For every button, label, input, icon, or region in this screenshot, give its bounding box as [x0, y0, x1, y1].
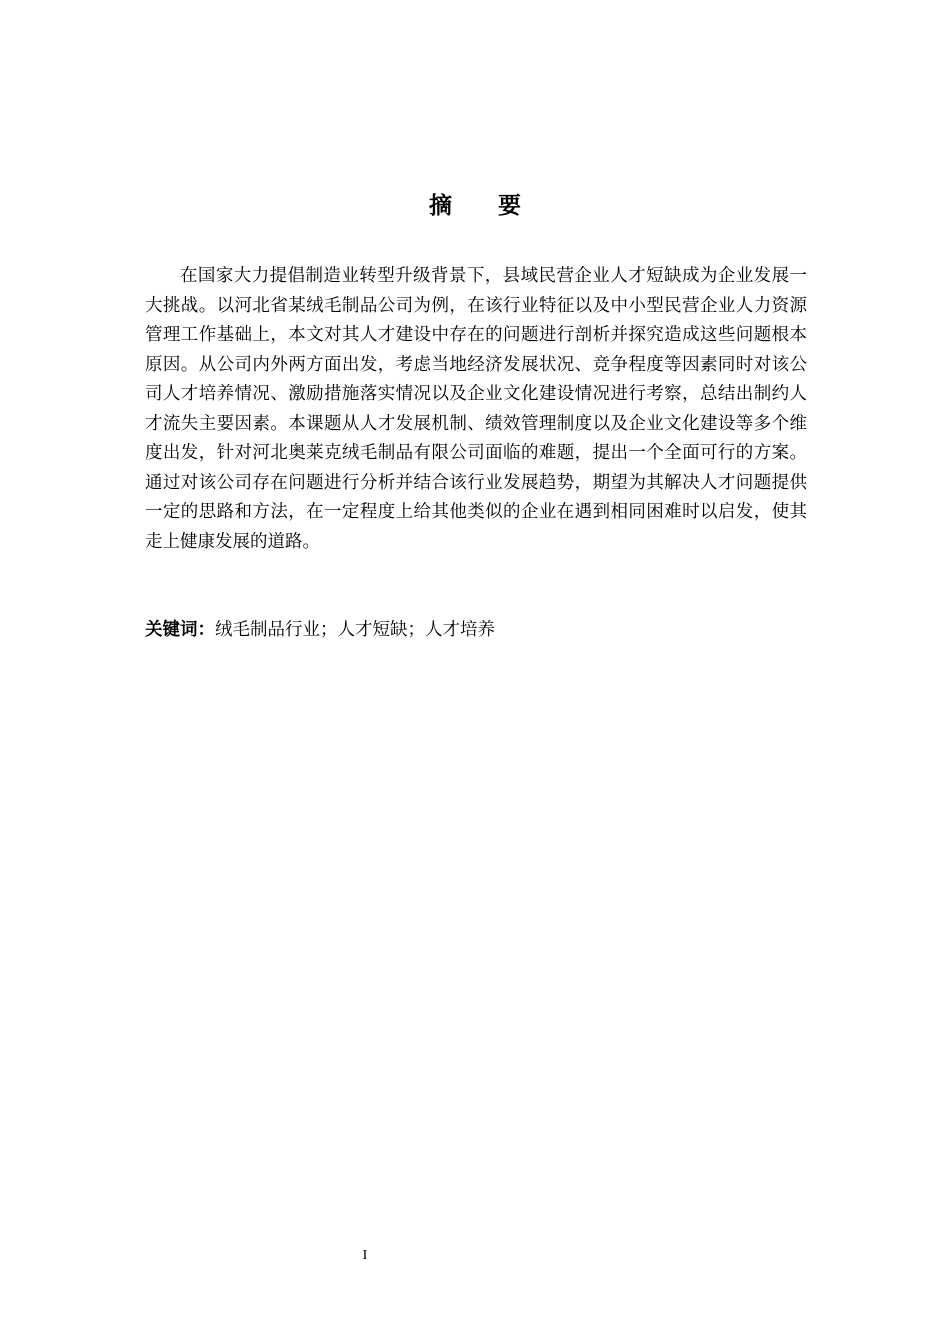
- abstract-title-char-1: 摘: [429, 193, 452, 219]
- abstract-paragraph: 在国家大力提倡制造业转型升级背景下，县域民营企业人才短缺成为企业发展一大挑战。以河北省某绒毛制品公司为例，在该行业特征以及中小型民营企业人力资源管理工作基础上，本文对其人才建设中存在的问题进行剖析并探究造成这些问题根本原因。从公司内外两方面出发，考虑当地经济发展状况、竞争程度等因素同时对该公司人才培养情况、激励措施落实情况以及企业文化建设情况进行考察，总结出制约人才流失主要因素。本课题从人才发展机制、绩效管理制度以及企业文化建设等多个维度出发，针对河北奥莱克绒毛制品有限公司面临的难题，提出一个全面可行的方案。通过对该公司存在问题进行分析并结合该行业发展趋势，期望为其解决人才问题提供一定的思路和方法，在一定程度上给其他类似的企业在遇到相同困难时以启发，使其走上健康发展的道路。: [145, 266, 807, 552]
- page-number: I: [362, 1248, 368, 1263]
- abstract-title-char-2: 要: [498, 193, 521, 219]
- keywords-line: [145, 616, 807, 646]
- abstract-title: [0, 190, 950, 222]
- keywords-label: 关键词：: [145, 620, 215, 640]
- keywords-text: 绒毛制品行业；人才短缺；人才培养: [215, 620, 495, 640]
